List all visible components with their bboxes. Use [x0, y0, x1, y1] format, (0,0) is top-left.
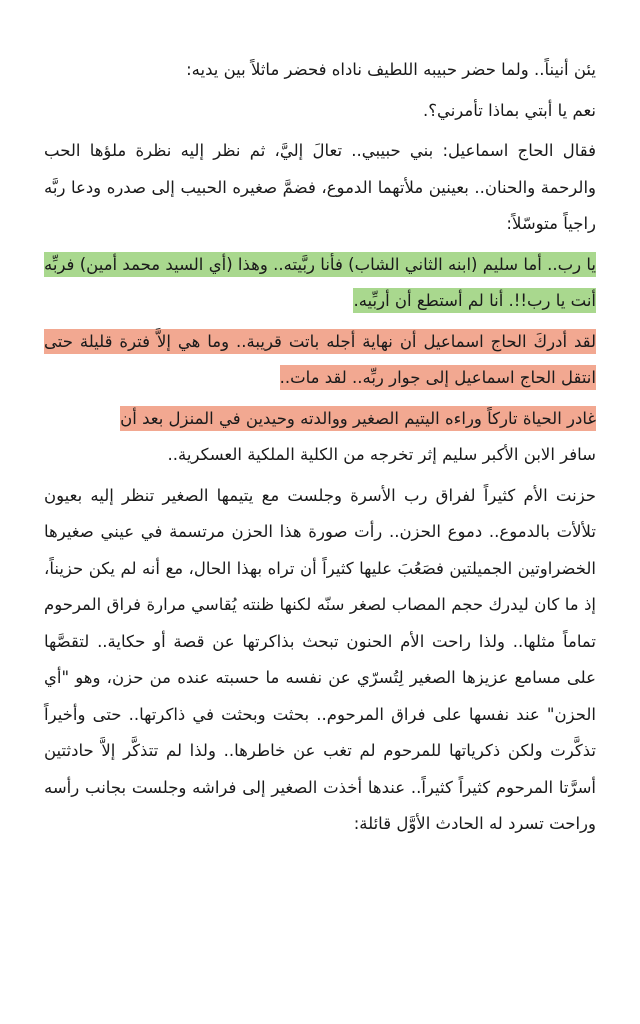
- paragraph-3: [44, 133, 596, 243]
- paragraph-2: [44, 93, 596, 130]
- paragraph-3-text: فقال الحاج اسماعيل: بني حبيبي.. تعالَ إليَّ، ثم نظر إليه نظرة ملؤها الحب والرحمة والحنان.. بعينين ملأتهما الدموع، فضمَّ صغيره الحبيب إلى صدره ودعا ربَّه راجياً متوسّلاً:: [44, 141, 596, 233]
- paragraph-6: [44, 401, 596, 438]
- paragraph-1-text: يئن أنيناً.. ولما حضر حبيبه اللطيف ناداه فحضر ماثلاً بين يديه:: [186, 60, 596, 79]
- paragraph-4-highlighted-text: يا رب.. أما سليم (ابنه الثاني الشاب) فأنا ربَّيته.. وهذا (أي السيد محمد أمين) فربِّه أنت يا رب!!. أنا لم أستطع أن أربِّيه.: [44, 252, 596, 314]
- paragraph-5-highlighted-text: لقد أدركَ الحاج اسماعيل أن نهاية أجله باتت قريبة.. وما هي إلاَّ فترة قليلة حتى انتقل الحاج اسماعيل إلى جوار ربِّه.. لقد مات..: [44, 329, 596, 391]
- paragraph-5: [44, 324, 596, 397]
- paragraph-4: [44, 247, 596, 320]
- paragraph-7: [44, 437, 596, 474]
- paragraph-2-text: نعم يا أبتي بماذا تأمرني؟.: [422, 100, 596, 120]
- paragraph-6-highlighted-text: غادر الحياة تاركاً وراءه اليتيم الصغير ووالدته وحيدين في المنزل بعد أن: [120, 406, 596, 431]
- paragraph-7-text: سافر الابن الأكبر سليم إثر تخرجه من الكلية الملكية العسكرية..: [167, 445, 596, 464]
- paragraph-8-text: حزنت الأم كثيراً لفراق رب الأسرة وجلست مع يتيمها الصغير تنظر إليه بعيون تلألأت بالدموع.. دموع الحزن.. رأت صورة هذا الحزن مرتسمة في عيني صغيرها الخضراوتين الجميلتين فصَعُبَ عليها كثيراً أن تراه بهذا الحال، مع أنه لم يكن حزيناً، إذ ما كان ليدرك حجم المصاب لصغر سنّه لكنها ظنته يُقاسي مرارة فراق المرحوم تماماً مثلها.. ولذا راحت الأم الحنون تبحث بذاكرتها عن قصة أو حكاية.. لتقصَّها على مسامع عزيزها الصغير لِتُسرّي عن نفسه ما حسبته عنده من حزن، وهو "أي الحزن" عند نفسها على فراق المرحوم.. بحثت وبحثت في ذاكرتها.. حتى وأخيراً تذكَّرت ولكن ذكرياتها للمرحوم لم تغب عن خاطرها.. ولذا لم تتذكَّر إلاَّ حادثتين أسرَّتا المرحوم كثيراً كثيراً.. عندها أخذت الصغير إلى فراشه وجلست بجانب رأسه وراحت تسرد له الحادث الأوَّل قائلة:: [44, 485, 596, 833]
- paragraph-1: [44, 52, 596, 89]
- paragraph-8: [44, 478, 596, 843]
